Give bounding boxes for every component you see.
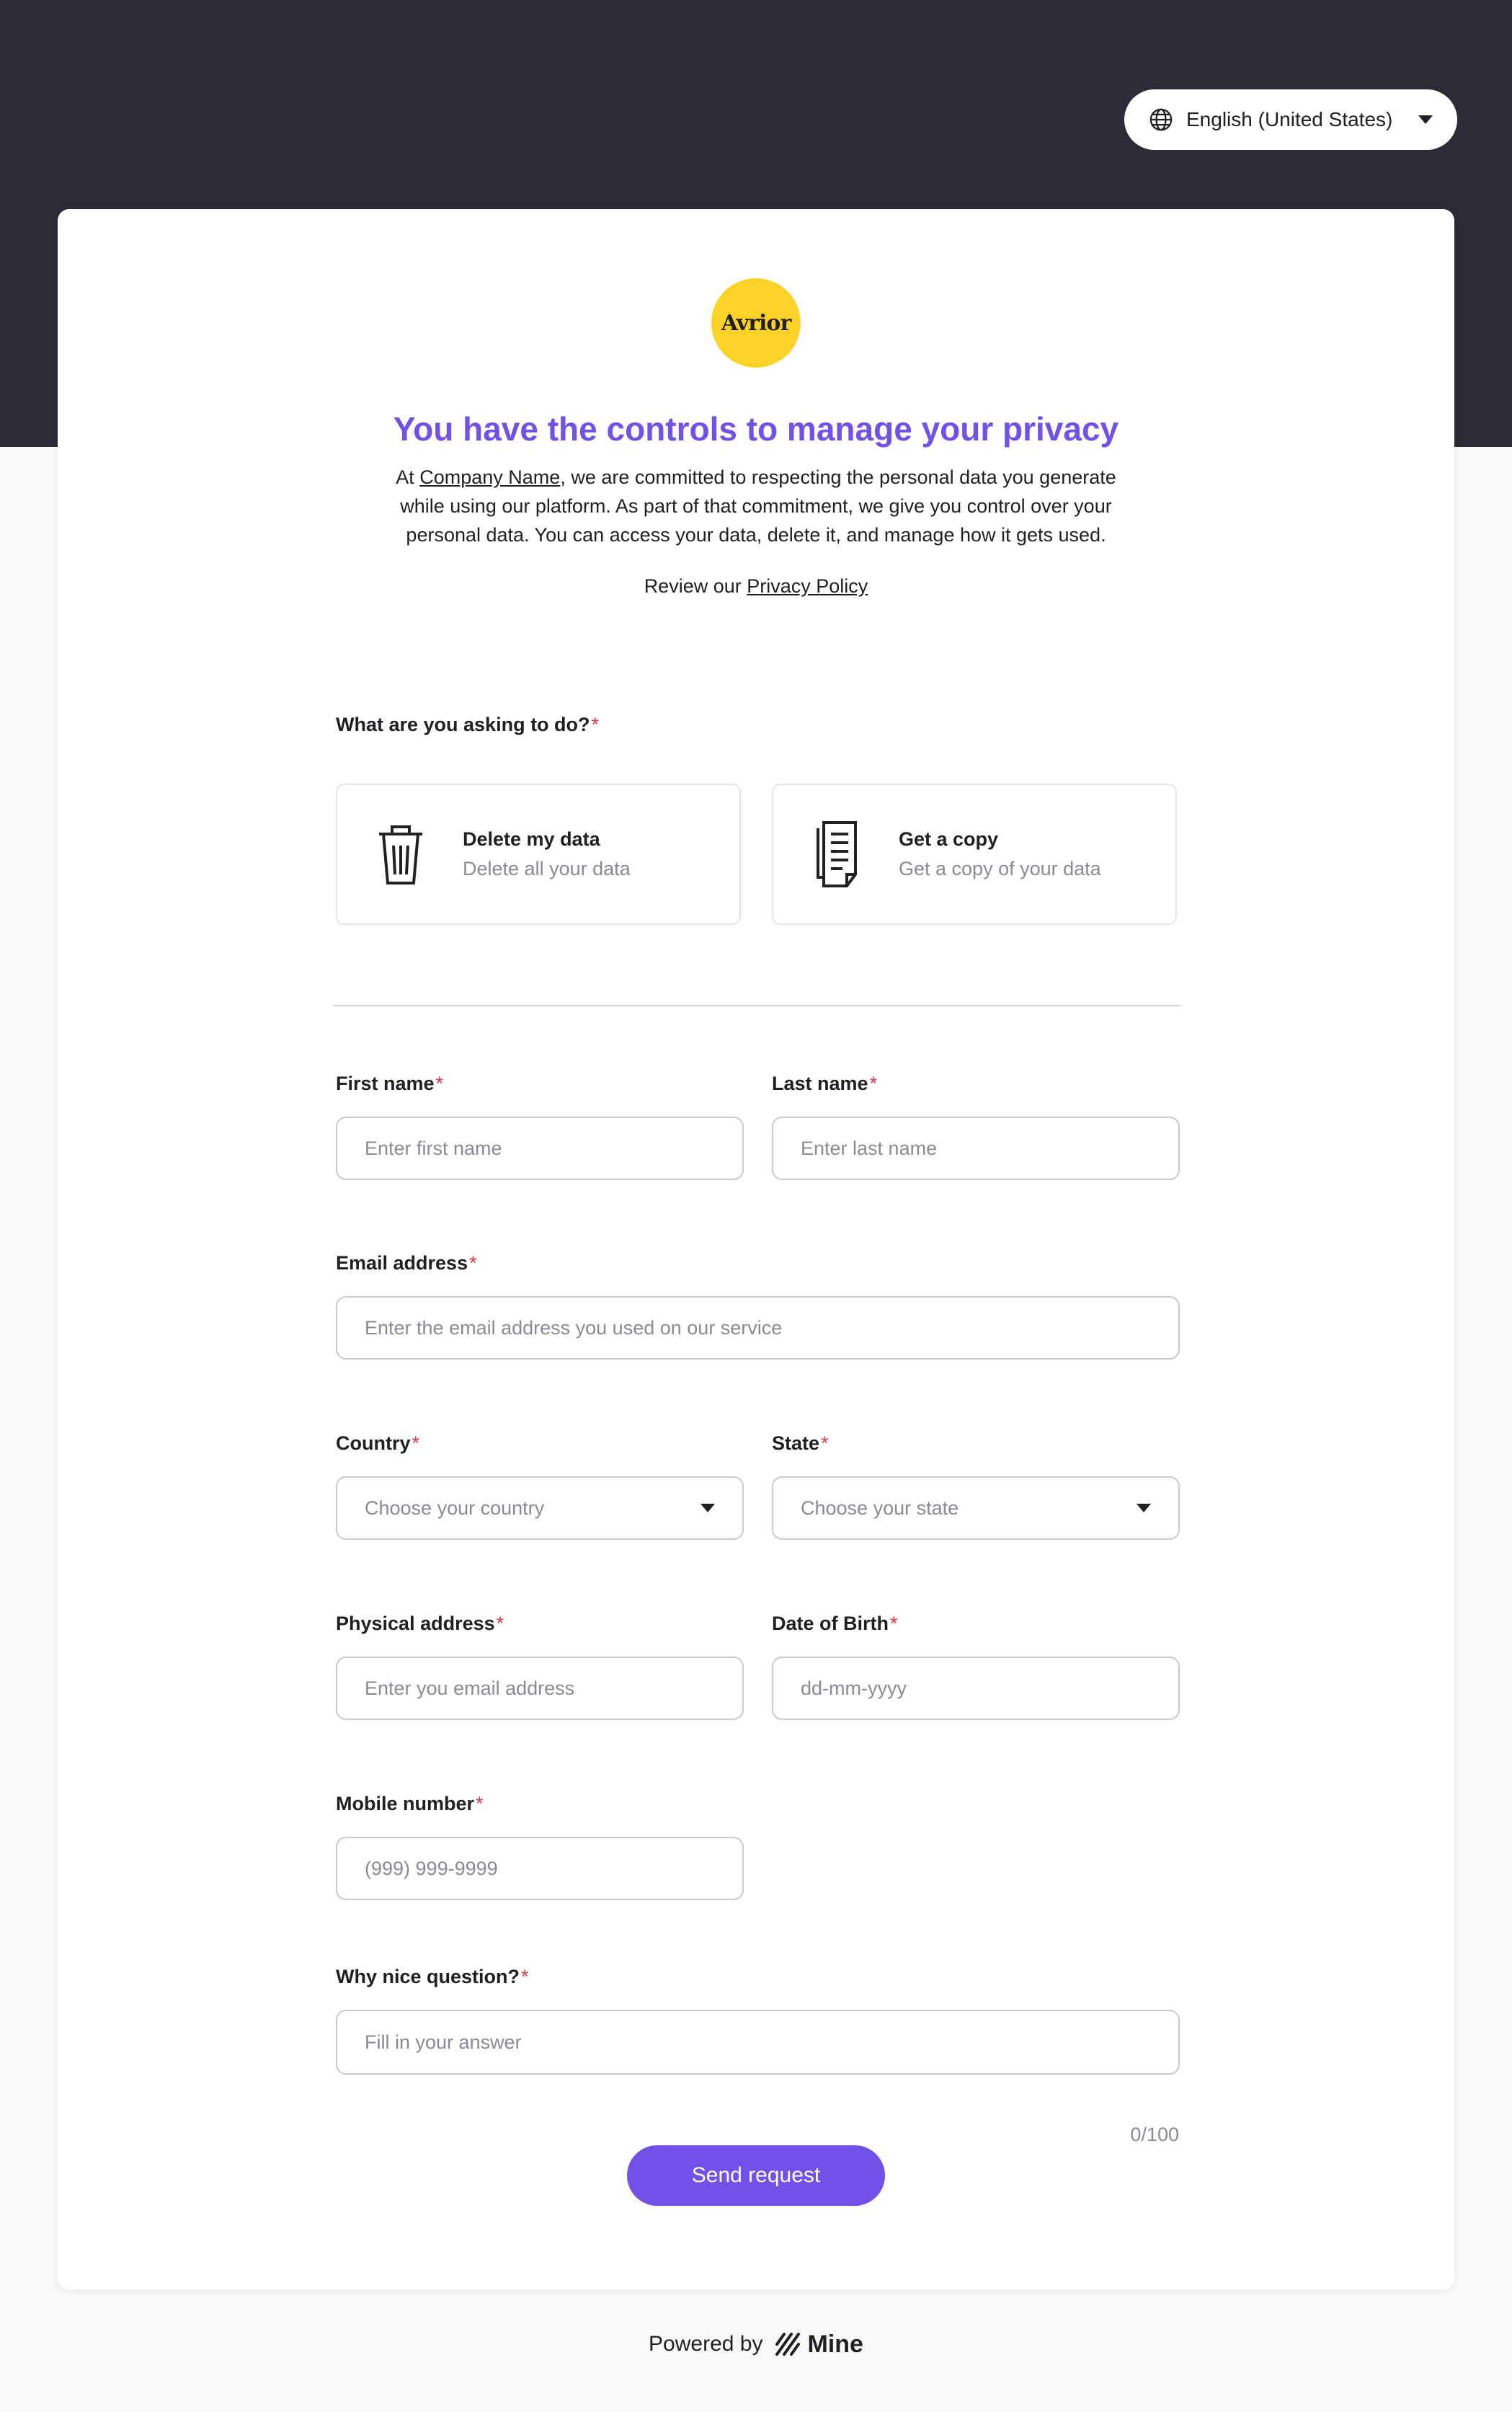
physical-address-label-text: Physical address <box>336 1613 495 1634</box>
privacy-policy-line <box>58 575 1454 598</box>
first-name-input[interactable] <box>336 1117 744 1180</box>
logo-text: Avrior <box>721 310 791 336</box>
last-name-label <box>772 1073 877 1095</box>
first-name-label <box>336 1073 443 1095</box>
country-placeholder: Choose your country <box>365 1497 545 1519</box>
language-label: English (United States) <box>1186 108 1393 130</box>
country-label-text: Country <box>336 1432 411 1454</box>
email-label <box>336 1252 477 1274</box>
company-logo <box>711 278 801 368</box>
required-mark: * <box>890 1613 898 1634</box>
character-counter: 0/100 <box>1130 2124 1179 2145</box>
custom-question-placeholder: Fill in your answer <box>365 2031 522 2053</box>
state-select[interactable] <box>772 1476 1180 1540</box>
page-title: You have the controls to manage your privacy <box>393 410 1119 448</box>
country-select[interactable] <box>336 1476 744 1540</box>
chevron-down-icon <box>1137 1504 1151 1512</box>
custom-question-input[interactable] <box>336 2010 1180 2075</box>
last-name-placeholder: Enter last name <box>801 1137 938 1159</box>
intro-body: , we are committed to respecting the personal data you generate while using our platform. As part of that commitment, we give you control over your personal data. You can access your data, delete it, and manage how it gets used. <box>400 466 1116 546</box>
intro-text <box>375 463 1137 549</box>
country-label <box>336 1432 419 1455</box>
powered-by-text: Powered by <box>649 2332 763 2356</box>
option-delete-data[interactable] <box>336 784 741 925</box>
option-title: Get a copy <box>899 828 999 850</box>
chevron-down-icon <box>701 1504 715 1512</box>
required-mark: * <box>496 1613 504 1634</box>
option-subtitle: Get a copy of your data <box>899 858 1101 879</box>
company-name-link[interactable]: Company Name <box>419 466 561 488</box>
section-divider <box>334 1005 1181 1006</box>
state-label-text: State <box>772 1432 820 1454</box>
send-request-button[interactable]: Send request <box>627 2145 885 2206</box>
globe-icon <box>1149 107 1173 132</box>
last-name-input[interactable] <box>772 1117 1180 1180</box>
mine-logo-icon <box>774 2330 803 2359</box>
email-placeholder: Enter the email address you used on our service <box>365 1316 783 1339</box>
request-question-text: What are you asking to do? <box>336 714 590 735</box>
required-mark: * <box>821 1432 829 1454</box>
required-mark: * <box>435 1073 444 1094</box>
state-placeholder: Choose your state <box>801 1497 959 1519</box>
mobile-label-text: Mobile number <box>336 1793 475 1814</box>
dob-label <box>772 1613 898 1635</box>
policy-prefix: Review our <box>644 575 747 597</box>
mobile-label <box>336 1793 484 1815</box>
required-mark: * <box>521 1966 529 1987</box>
required-mark: * <box>469 1252 477 1274</box>
powered-by <box>0 2330 1512 2359</box>
required-mark: * <box>476 1793 484 1814</box>
option-title: Delete my data <box>463 828 600 850</box>
mine-brand[interactable] <box>774 2330 863 2359</box>
physical-address-input[interactable] <box>336 1657 744 1720</box>
dob-input[interactable] <box>772 1657 1180 1720</box>
language-selector[interactable] <box>1124 89 1457 150</box>
required-mark: * <box>591 714 600 735</box>
mobile-input[interactable] <box>336 1837 744 1900</box>
email-input[interactable] <box>336 1296 1180 1360</box>
privacy-request-card <box>58 209 1454 2289</box>
chevron-down-icon <box>1418 115 1433 124</box>
first-name-label-text: First name <box>336 1073 435 1094</box>
first-name-placeholder: Enter first name <box>365 1137 502 1159</box>
brand-name: Mine <box>807 2330 863 2358</box>
required-mark: * <box>412 1432 420 1454</box>
request-question-label <box>336 714 599 736</box>
mobile-placeholder: (999) 999-9999 <box>365 1857 498 1879</box>
option-get-copy[interactable] <box>772 784 1177 925</box>
email-label-text: Email address <box>336 1252 468 1274</box>
physical-address-placeholder: Enter you email address <box>365 1677 575 1699</box>
option-subtitle: Delete all your data <box>463 858 631 879</box>
trash-icon <box>370 820 431 889</box>
dob-placeholder: dd-mm-yyyy <box>801 1677 907 1699</box>
custom-question-label-text: Why nice question? <box>336 1966 520 1987</box>
privacy-policy-link[interactable]: Privacy Policy <box>747 575 868 597</box>
intro-prefix: At <box>396 466 420 488</box>
required-mark: * <box>869 1073 878 1094</box>
dob-label-text: Date of Birth <box>772 1613 889 1634</box>
document-icon <box>806 820 867 889</box>
state-label <box>772 1432 829 1455</box>
last-name-label-text: Last name <box>772 1073 868 1094</box>
custom-question-label <box>336 1966 529 1988</box>
physical-address-label <box>336 1613 504 1635</box>
